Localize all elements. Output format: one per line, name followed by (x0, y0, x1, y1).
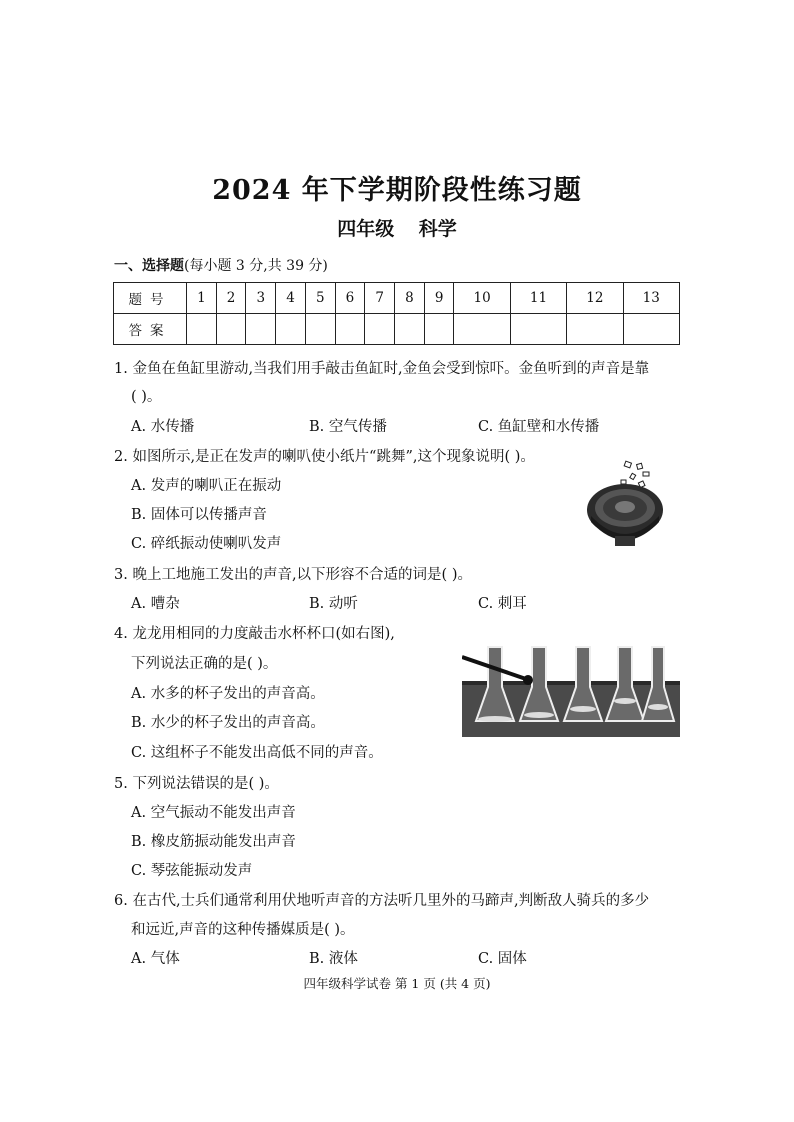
question-3-option-c[interactable]: C. 刺耳 (478, 596, 527, 612)
section-note: (每小题 3 分,共 39 分) (184, 258, 328, 274)
answer-cell[interactable] (454, 314, 510, 345)
question-2-option-c[interactable]: C. 碎纸振动使喇叭发声 (131, 536, 282, 552)
answer-cell[interactable] (623, 314, 679, 345)
question-1-option-b[interactable]: B. 空气传播 (309, 419, 387, 435)
question-4-option-c[interactable]: C. 这组杯子不能发出高低不同的声音。 (131, 745, 383, 761)
answer-cell[interactable] (365, 314, 395, 345)
page-subtitle: 四年级 科学 (337, 218, 457, 240)
section-heading (114, 255, 328, 275)
glass-cups-with-water-icon (462, 641, 680, 737)
table-cell: 12 (567, 283, 623, 314)
question-1-stem-cont: ( )。 (131, 389, 162, 405)
question-6-option-b[interactable]: B. 液体 (309, 951, 358, 967)
question-6-option-a[interactable]: A. 气体 (131, 951, 180, 967)
row-label-answer: 答案 (114, 314, 187, 345)
question-1-stem: 1. 金鱼在鱼缸里游动,当我们用手敲击鱼缸时,金鱼会受到惊吓。金鱼听到的声音是靠 (114, 361, 650, 377)
table-cell: 7 (365, 283, 395, 314)
question-3-stem: 3. 晚上工地施工发出的声音,以下形容不合适的词是( )。 (114, 567, 472, 583)
table-cell: 8 (395, 283, 425, 314)
table-cell: 2 (216, 283, 246, 314)
answer-cell[interactable] (246, 314, 276, 345)
question-5-stem: 5. 下列说法错误的是( )。 (114, 776, 279, 792)
table-cell: 1 (187, 283, 217, 314)
question-4-option-b[interactable]: B. 水少的杯子发出的声音高。 (131, 715, 325, 731)
table-cell: 13 (623, 283, 679, 314)
question-6-stem: 6. 在古代,士兵们通常利用伏地听声音的方法听几里外的马蹄声,判断敌人骑兵的多少 (114, 893, 650, 909)
page-title: 2024 年下学期阶段性练习题 (212, 175, 582, 206)
question-4-option-a[interactable]: A. 水多的杯子发出的声音高。 (131, 686, 325, 702)
row-label-number: 题号 (114, 283, 187, 314)
table-row-numbers (114, 283, 680, 314)
question-6-stem-cont: 和远近,声音的这种传播媒质是( )。 (131, 922, 355, 938)
question-1-option-a[interactable]: A. 水传播 (131, 419, 195, 435)
table-cell: 11 (510, 283, 566, 314)
question-4-stem-cont: 下列说法正确的是( )。 (131, 656, 278, 672)
speaker-with-paper-icon (585, 460, 665, 550)
answer-cell[interactable] (510, 314, 566, 345)
question-4-stem: 4. 龙龙用相同的力度敲击水杯杯口(如右图), (114, 626, 395, 642)
table-cell: 10 (454, 283, 510, 314)
table-cell: 9 (424, 283, 454, 314)
answer-cell[interactable] (216, 314, 246, 345)
answer-cell[interactable] (305, 314, 335, 345)
table-cell: 4 (276, 283, 306, 314)
answer-table (113, 282, 680, 345)
answer-cell[interactable] (395, 314, 425, 345)
question-3-option-a[interactable]: A. 嘈杂 (131, 596, 180, 612)
table-cell: 6 (335, 283, 365, 314)
page-footer: 四年级科学试卷 第 1 页 (共 4 页) (303, 976, 491, 991)
section-title: 一、选择题 (114, 258, 184, 274)
table-cell: 3 (246, 283, 276, 314)
answer-cell[interactable] (335, 314, 365, 345)
table-row-answers (114, 314, 680, 345)
table-cell: 5 (305, 283, 335, 314)
question-2-option-b[interactable]: B. 固体可以传播声音 (131, 507, 267, 523)
question-3-option-b[interactable]: B. 动听 (309, 596, 358, 612)
question-2-option-a[interactable]: A. 发声的喇叭正在振动 (131, 478, 282, 494)
answer-cell[interactable] (567, 314, 623, 345)
question-5-option-b[interactable]: B. 橡皮筋振动能发出声音 (131, 834, 296, 850)
question-6-option-c[interactable]: C. 固体 (478, 951, 527, 967)
question-2-stem: 2. 如图所示,是正在发声的喇叭使小纸片“跳舞”,这个现象说明( )。 (114, 449, 535, 465)
question-5-option-a[interactable]: A. 空气振动不能发出声音 (131, 805, 296, 821)
answer-cell[interactable] (187, 314, 217, 345)
question-1-option-c[interactable]: C. 鱼缸壁和水传播 (478, 419, 600, 435)
question-5-option-c[interactable]: C. 琴弦能振动发声 (131, 863, 253, 879)
answer-cell[interactable] (424, 314, 454, 345)
answer-cell[interactable] (276, 314, 306, 345)
